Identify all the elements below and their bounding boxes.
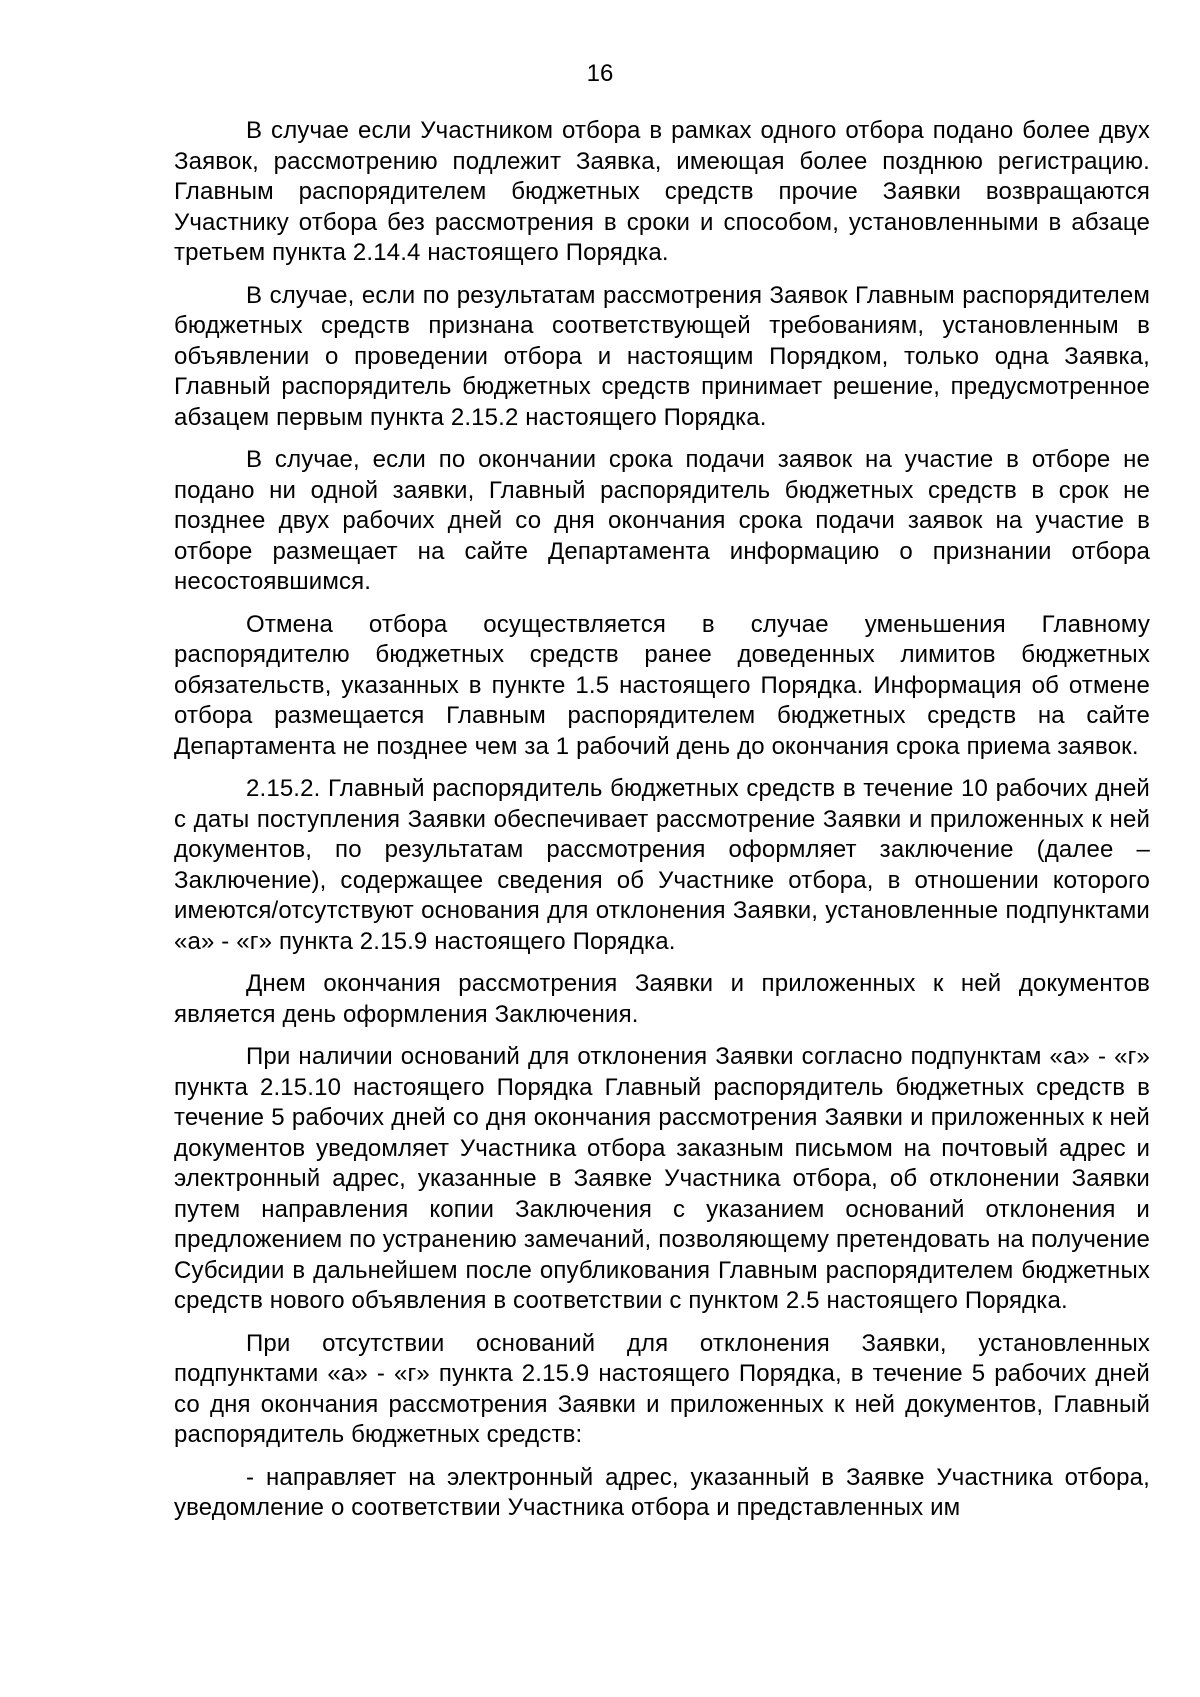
- paragraph: При наличии оснований для отклонения Заявки согласно подпунктам «а» - «г» пункта 2.15.10 настоящего Порядка Главный распорядитель бюджетных средств в течение 5 рабочих дней со дня окончания рассмотрения Заявки и приложенных к ней документов уведомляет Участника отбора заказным письмом на почтовый адрес и электронный адрес, указанные в Заявке Участника отбора, об отклонении Заявки путем направления копии Заключения с указанием оснований отклонения и предложением по устранению замечаний, позволяющему претендовать на получение Субсидии в дальнейшем после опубликования Главным распорядителем бюджетных средств нового объявления в соответствии с пунктом 2.5 настоящего Порядка.: [174, 1043, 1150, 1314]
- paragraph: В случае, если по окончании срока подачи заявок на участие в отборе не подано ни одной заявки, Главный распорядитель бюджетных средств в срок не позднее двух рабочих дней со дня окончания срока подачи заявок на участие в отборе размещает на сайте Департамента информацию о признании отбора несостоявшимся.: [174, 446, 1150, 595]
- paragraph: При отсутствии оснований для отклонения Заявки, установленных подпунктами «а» - «г» пункта 2.15.9 настоящего Порядка, в течение 5 рабочих дней со дня окончания рассмотрения Заявки и приложенных к ней документов, Главный распорядитель бюджетных средств:: [174, 1329, 1150, 1448]
- paragraph: В случае если Участником отбора в рамках одного отбора подано более двух Заявок, рассмотрению подлежит Заявка, имеющая более позднюю регистрацию. Главным распорядителем бюджетных средств прочие Заявки возвращаются Участнику отбора без рассмотрения в сроки и способом, установленными в абзаце третьем пункта 2.14.4 настоящего Порядка.: [174, 117, 1150, 266]
- document-body: [174, 116, 1150, 1536]
- paragraph: Отмена отбора осуществляется в случае уменьшения Главному распорядителю бюджетных средств ранее доведенных лимитов бюджетных обязательств, указанных в пункте 1.5 настоящего Порядка. Информация об отмене отбора размещается Главным распорядителем бюджетных средств на сайте Департамента не позднее чем за 1 рабочий день до окончания срока приема заявок.: [174, 610, 1150, 760]
- paragraph: В случае, если по результатам рассмотрения Заявок Главным распорядителем бюджетных средств признана соответствующей требованиям, установленным в объявлении о проведении отбора и настоящим Порядком, только одна Заявка, Главный распорядитель бюджетных средств принимает решение, предусмотренное абзацем первым пункта 2.15.2 настоящего Порядка.: [174, 281, 1150, 431]
- paragraph: 2.15.2. Главный распорядитель бюджетных средств в течение 10 рабочих дней с даты поступления Заявки обеспечивает рассмотрение Заявки и приложенных к ней документов, по результатам рассмотрения оформляет заключение (далее – Заключение), содержащее сведения об Участнике отбора, в отношении которого имеются/отсутствуют основания для отклонения Заявки, установленные подпунктами «а» - «г» пункта 2.15.9 настоящего Порядка.: [174, 775, 1150, 955]
- paragraph: - направляет на электронный адрес, указанный в Заявке Участника отбора, уведомление о соответствии Участника отбора и представленных им: [174, 1463, 1150, 1521]
- page-number: 16: [586, 60, 614, 87]
- paragraph: Днем окончания рассмотрения Заявки и приложенных к ней документов является день оформления Заключения.: [174, 970, 1150, 1028]
